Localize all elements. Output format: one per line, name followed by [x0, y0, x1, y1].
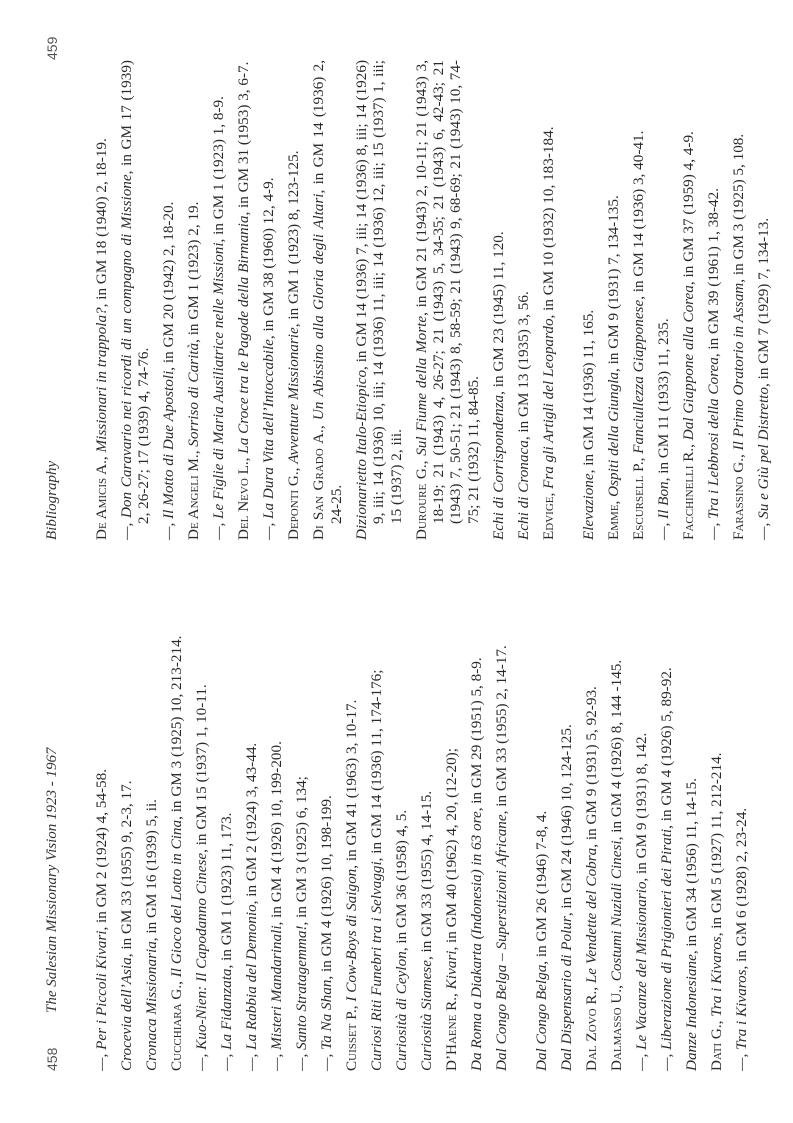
entry-citation: , in GM 1 (1923) 11, 173.: [218, 812, 235, 969]
entry-title: Fanciullezza Giapponese: [629, 299, 647, 454]
entry-author: Edvige: [539, 496, 557, 540]
bibliography-entry: [515, 60, 532, 540]
entry-title: —, Per i Piccoli Kivari: [93, 930, 110, 1071]
entry-title: Dal Congo Belga: [533, 964, 550, 1071]
entry-title: Il Primo Oratorio in Assam: [729, 282, 747, 451]
bibliography-entry: [93, 593, 110, 1071]
bibliography-entry: [143, 593, 160, 1071]
bibliography-entry: Farassino G., Il Primo Oratorio in Assam, in GM 3 (1925) 5, 108.: [729, 133, 747, 540]
entry-citation: , in GM 21 (1943) 2, 10-11; 21 (1943) 3, 18-19; 21 (1943) 4, 26-27; 21 (1943) 5, 34-35; 21 (1943) 6, 42-43; 21 (1943) 7, 50-51; 21 (1943) 8, 58-59; 21 (1943) 9, 68-69; 21 (1943) 10, 74-75; 21 (1932) 11, 84-85.: [412, 60, 482, 524]
bibliography-entry: Del Nevo L., La Croce tra le Pagode della Birmania, in GM 31 (1953) 3, 6-7.: [235, 61, 253, 540]
entry-citation: , in GM 2 (1924) 4, 54-58.: [93, 768, 110, 931]
entry-citation: , in GM 6 (1928) 2, 23-24.: [733, 807, 750, 970]
entry-author: Cuisset P.: [343, 1009, 360, 1071]
entry-citation: , in GM 24 (1946) 10, 124-125.: [558, 724, 575, 917]
entry-title: Kivari: [443, 950, 460, 990]
left-page: [0, 562, 793, 1123]
bibliography-entry: De Angeli M., Sorriso di Carità, in GM 1 (1923) 2, 19.: [185, 201, 203, 540]
entry-title: Dal Dispensario di Polur: [558, 916, 575, 1071]
entry-citation: , in GM 15 (1937) 1, 10-11.: [193, 684, 210, 853]
bibliography-entry: [755, 60, 772, 540]
bibliography-entry: [368, 593, 385, 1071]
entry-citation: , in GM 14 (1936) 11, 174-176;: [368, 669, 385, 862]
entry-citation: , in GM 20 (1942) 2, 18-20.: [160, 201, 178, 371]
entry-author: De Angeli M.: [185, 454, 203, 540]
entry-citation: , in GM 14 (1936) 2, 24-25.: [310, 60, 345, 524]
bibliography-entry: Dal Zovo R., Le Vendette del Cobra, in GM 9 (1931) 5, 92-93.: [583, 686, 600, 1071]
bibliography-entry: Di San Grado A., Un Abissino alla Gloria degli Altari, in GM 14 (1936) 2, 24-25.: [310, 60, 345, 540]
entry-author: Facchinelli R.: [679, 447, 697, 540]
bibliography-list: [93, 593, 758, 1071]
entry-citation: , in GM 33 (1955) 4, 14-15.: [418, 790, 435, 961]
bibliography-entry: [243, 593, 260, 1071]
entry-citation: , in GM 26 (1946) 7-8, 4.: [533, 810, 550, 965]
bibliography-entry: [683, 593, 700, 1071]
bibliography-entry: [493, 593, 510, 1071]
entry-citation: , in GM 9 (1931) 8, 142.: [633, 732, 650, 882]
bibliography-entry: D’Haene R., Kivari, in GM 40 (1962) 4, 20, (12-20);: [443, 748, 460, 1071]
entry-title: Sorriso di Carità: [185, 342, 203, 447]
bibliography-entry: Dati G., Tra i Kivaros, in GM 5 (1927) 11, 212-214.: [708, 752, 725, 1071]
entry-author: Del Nevo L.: [235, 461, 253, 540]
entry-author: Di San Grado A.: [310, 429, 328, 540]
entry-title: Missionari in trappola?: [93, 307, 110, 453]
bibliography-entry: [633, 593, 650, 1071]
entry-citation: , in GM 3 (1925) 10, 213-214.: [168, 635, 185, 820]
bibliography-entry: Cuisset P., I Cow-Boys di Saigon, in GM 41 (1963) 3, 10-17.: [343, 699, 360, 1071]
entry-title: —, Misteri Mandarinali: [268, 925, 285, 1071]
entry-title: Dal Giappone alla Corea: [679, 285, 697, 441]
bibliography-entry: [705, 60, 722, 540]
entry-title: —, La Fidanzata: [218, 968, 235, 1071]
entry-title: —, Tra i Kivaros: [733, 969, 750, 1071]
entry-title: Il Gioco del Lotto in Cina: [168, 819, 185, 978]
entry-citation: , in GM 13 (1935) 3, 56.: [514, 291, 532, 441]
entry-citation: , in GM 36 (1958) 4, 5.: [393, 809, 410, 952]
entry-title: Avventure Missionarie: [285, 327, 303, 464]
entry-citation: , in GM 5 (1927) 11, 212-214.: [708, 752, 725, 937]
entry-title: —, Il Bon: [654, 481, 672, 540]
entry-title: Curiosità Siamese: [418, 960, 435, 1071]
entry-citation: , in GM 3 (1925) 6, 134;: [293, 776, 310, 926]
bibliography-entry: [160, 60, 177, 540]
entry-citation: , in GM 11 (1933) 11, 235.: [654, 318, 672, 482]
bibliography-entry: [468, 593, 485, 1071]
bibliography-entry: Facchinelli R., Dal Giappone alla Corea, in GM 37 (1959) 4, 4-9.: [679, 131, 697, 540]
bibliography-entry: [658, 593, 675, 1071]
bibliography-entry: [533, 593, 550, 1071]
entry-title: —, La Dura Vita dell’Intoccabile: [260, 339, 278, 540]
entry-citation: , in GM 33 (1955) 2, 14-17.: [493, 645, 510, 815]
entry-author: Dati G.: [708, 1024, 725, 1071]
entry-citation: , in GM 1 (1923) 1, 8-9.: [210, 96, 228, 243]
bibliography-entry: Dalmasso U., Costumi Nuziali Cinesi, in GM 4 (1926) 8, 144 -145.: [608, 659, 625, 1071]
entry-author: Farassino G.: [729, 457, 747, 540]
entry-citation: , in GM 17 (1939) 2, 26-27; 17 (1939) 4, 74-76.: [118, 60, 153, 524]
entry-citation: , in GM 9 (1931) 5, 92-93.: [583, 686, 600, 848]
entry-title: La Croce tra le Pagode della Birmania: [235, 215, 253, 454]
bibliography-entry: Escursell P., Fanciullezza Giapponese, in GM 14 (1936) 3, 40-41.: [629, 130, 647, 540]
entry-citation: , in GM 18 (1940) 2, 18-19.: [93, 138, 110, 308]
entry-citation: , in GM 1 (1923) 2, 19.: [185, 201, 203, 343]
bibliography-entry: [418, 593, 435, 1071]
entry-citation: , in GM 2 (1924) 3, 43-44.: [243, 742, 260, 905]
entry-citation: , in GM 14 (1936) 11, 165.: [579, 309, 597, 474]
entry-citation: , in GM 10 (1932) 10, 183-184.: [539, 126, 557, 319]
entry-citation: , in GM 14 (1936) 3, 40-41.: [629, 130, 647, 300]
bibliography-entry: [490, 60, 507, 540]
right-page: [0, 1, 793, 562]
entry-citation: , in GM 33 (1955) 9, 2-3, 17.: [118, 780, 135, 958]
bibliography-entry: [118, 593, 135, 1071]
bibliography-entry: [580, 60, 597, 540]
entry-title: —, Tra i Lebbrosi della Corea: [704, 357, 722, 540]
bibliography-entry: Emme, Ospiti della Giungla, in GM 9 (1931) 7, 134-135.: [604, 195, 622, 540]
running-head: The Salesian Missionary Vision 1923 - 1967: [44, 747, 60, 1013]
entry-title: Echi di Cronaca: [514, 440, 532, 540]
entry-title: Sul Fiume della Morte: [412, 315, 430, 456]
bibliography-entry: [353, 60, 405, 540]
entry-title: Danze Indonesiane: [683, 954, 700, 1071]
entry-title: Tra i Kivaros: [708, 936, 725, 1017]
entry-citation: , in GM 34 (1956) 11, 14-15.: [683, 777, 700, 955]
entry-title: —, Don Caravario nei ricordi di un compagno di Missione: [118, 174, 135, 540]
entry-author: Escursell P.: [629, 461, 647, 540]
entry-title: Dal Congo Belga – Superstizioni Africane: [493, 814, 510, 1071]
entry-citation: , in GM 7 (1929) 7, 134-13.: [754, 217, 772, 387]
entry-title: Cronaca Missionaria: [143, 941, 160, 1071]
entry-title: Crocevia dell’Asia: [118, 957, 135, 1071]
entry-citation: , in GM 37 (1959) 4, 4-9.: [679, 131, 697, 286]
section-gap: [518, 593, 533, 1071]
entry-author: Cucchiara G.: [168, 984, 185, 1071]
entry-citation: , in GM 1 (1923) 8, 123-125.: [285, 150, 303, 328]
running-head: Bibliography: [44, 460, 60, 540]
entry-author: Deponti G.: [285, 471, 303, 540]
entry-title: Curiosi Riti Funebri tra i Selvaggi: [368, 861, 385, 1071]
entry-citation: , in GM 16 (1939) 5, ii.: [143, 799, 160, 942]
bibliography-entry: De Amicis A., Missionari in trappola?, in GM 18 (1940) 2, 18-19.: [93, 138, 110, 540]
page-number: 459: [44, 36, 60, 60]
entry-title: —, Liberazione di Prigionieri dei Pirati: [658, 828, 675, 1071]
bibliography-entry: [218, 593, 235, 1071]
entry-citation: , in GM 29 (1951) 5, 8-9.: [468, 657, 485, 812]
entry-citation: , in GM 3 (1925) 5, 108.: [729, 133, 747, 283]
bibliography-entry: Cucchiara G., Il Gioco del Lotto in Cina, in GM 3 (1925) 10, 213-214.: [168, 635, 185, 1071]
entry-title: Ospiti della Giungla: [604, 371, 622, 497]
entry-citation: , in GM 4 (1926) 10, 198-199.: [318, 795, 335, 980]
bibliography-entry: [318, 593, 335, 1071]
entry-citation: , in GM 9 (1931) 7, 134-135.: [604, 195, 622, 372]
entry-title: —, Le Vacanze del Missionario: [633, 881, 650, 1071]
bibliography-entry: [558, 593, 575, 1071]
entry-citation: , in GM 39 (1961) 1, 38-42.: [704, 187, 722, 358]
entry-citation: , in GM 14 (1936) 7, iii; 14 (1936) 8, iii; 14 (1926) 9, iii; 14 (1936) 10, iii; 14 (1936) 11, iii; 14 (1936) 12, iii; 15 (1937) 1, iii; 15 (1937) 2, iii.: [352, 60, 405, 524]
entry-title: —, Ta Na Shan: [318, 979, 335, 1071]
entry-citation: , in GM 4 (1926) 5, 89-92.: [658, 667, 675, 829]
entry-title: —, Le Figlie di Maria Ausiliatrice nelle Missioni: [210, 242, 228, 540]
bibliography-entry: [655, 60, 672, 540]
entry-author: Dal Zovo R.: [583, 990, 600, 1071]
bibliography-entry: [733, 593, 750, 1071]
bibliography-entry: [293, 593, 310, 1071]
entry-author: De Amicis A.: [93, 460, 110, 540]
bibliography-entry: Deponti G., Avventure Missionarie, in GM 1 (1923) 8, 123-125.: [285, 150, 303, 540]
entry-title: —, Il Motto di Due Apostoli: [160, 370, 178, 540]
entry-citation: , in GM 23 (1945) 11, 120.: [489, 231, 507, 395]
bibliography-entry: [393, 593, 410, 1071]
entry-title: Un Abissino alla Gloria degli Altari: [310, 193, 328, 421]
entry-title: —, Kuo-Nien: Il Capodanno Cinese: [193, 852, 210, 1071]
entry-title: —, Su e Giù pel Distretto: [754, 387, 772, 540]
entry-citation: , in GM 41 (1963) 3, 10-17.: [343, 699, 360, 869]
bibliography-entry: [118, 60, 153, 540]
entry-citation: , in GM 31 (1953) 3, 6-7.: [235, 61, 253, 216]
bibliography-entry: [193, 593, 210, 1071]
entry-title: —, La Rabbia del Demonio: [243, 904, 260, 1071]
section-gap: [565, 60, 580, 540]
entry-author: Duroure G.: [412, 464, 430, 540]
entry-title: —, Santo Stratagemma!: [293, 925, 310, 1071]
entry-title: Le Vendette del Cobra: [583, 847, 600, 984]
bibliography-list: [93, 60, 780, 540]
bibliography-entry: Edvige, Fra gli Artigli del Leopardo, in GM 10 (1932) 10, 183-184.: [539, 126, 557, 540]
page-number: 458: [44, 1047, 60, 1071]
bibliography-entry: Duroure G., Sul Fiume della Morte, in GM 21 (1943) 2, 10-11; 21 (1943) 3, 18-19; 21 (1943) 4, 26-27; 21 (1943) 5, 34-35; 21 (1943) 6, 42-43; 21 (1943) 7, 50-51; 21 (1943) 8, 58-59; 21 (1943) 9, 68-69; 21 (1943) 10, 74-75; 21 (1932) 11, 84-85.: [412, 60, 482, 540]
entry-citation: , in GM 4 (1926) 10, 199-200.: [268, 741, 285, 926]
entry-title: Curiosità di Ceylon: [393, 951, 410, 1071]
entry-author: Dalmasso U.: [608, 988, 625, 1071]
entry-citation: , in GM 40 (1962) 4, 20, (12-20);: [443, 748, 460, 951]
entry-author: Emme: [604, 504, 622, 540]
bibliography-entry: [210, 60, 227, 540]
entry-title: I Cow-Boys di Saigon: [343, 868, 360, 1002]
entry-title: Echi di Corrispondenza: [489, 394, 507, 540]
entry-citation: , in GM 38 (1960) 12, 4-9.: [260, 177, 278, 340]
bibliography-entry: [268, 593, 285, 1071]
entry-citation: , in GM 4 (1926) 8, 144 -145.: [608, 659, 625, 841]
entry-title: Fra gli Artigli del Leopardo: [539, 318, 557, 489]
entry-title: Elevazione: [579, 473, 597, 540]
entry-author: D’Haene R.: [443, 996, 460, 1071]
entry-title: Da Roma a Diakarta (Indonesia) in 63 ore: [468, 811, 485, 1071]
entry-title: Dizionarietto Italo-Etiopico: [352, 369, 370, 540]
entry-title: Costumi Nuziali Cinesi: [608, 840, 625, 982]
bibliography-entry: [260, 60, 277, 540]
